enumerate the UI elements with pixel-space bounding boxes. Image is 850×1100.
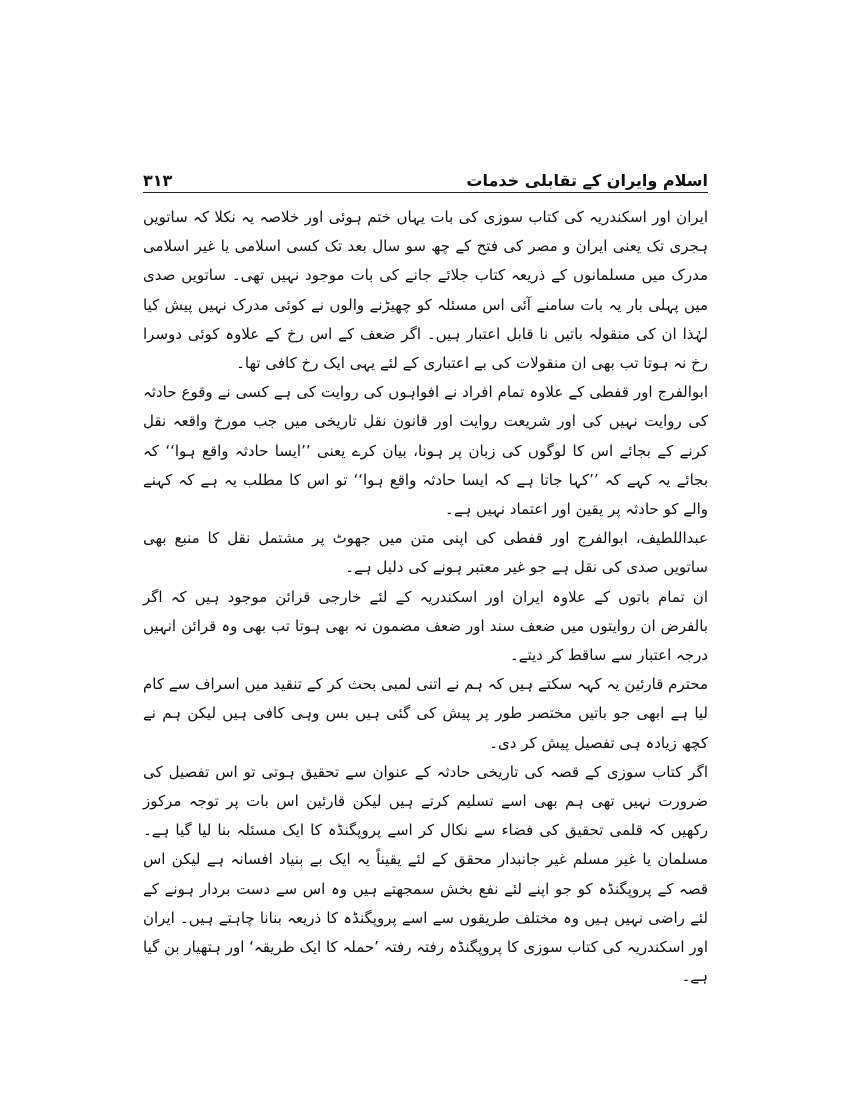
running-header (143, 164, 708, 190)
paragraph-2: ابوالفرج اور قفطی کے علاوہ تمام افراد نے افواہوں کی روایت کی ہے کسی نے وقوع حادثہ کی روایت نہیں کی اور شریعت روایت اور قانون نقل تاریخی میں جب مورخ واقعہ نقل کرنے کے بجائے اس کا لوگوں کی زبان پر ہونا، بیان کرے یعنی ’’ایسا حادثہ واقع ہوا‘‘ کہ بجائے یہ کہے کہ ’’کہا جاتا ہے کہ ایسا حادثہ واقع ہوا‘‘ تو اس کا مطلب یہ ہے کہ کہنے والے کو حادثہ پر یقین اور اعتماد نہیں ہے۔ (143, 383, 708, 519)
running-title: اسلام وایران کے تقابلی خدمات (466, 171, 708, 190)
page-number: ۳۱۳ (143, 171, 173, 190)
paragraph-6: اگر کتاب سوزی کے قصہ کی تاریخی حادثہ کے عنوان سے تحقیق ہوتی تو اس تفصیل کی ضرورت نہیں تھی ہم بھی اسے تسلیم کرتے ہیں لیکن قارئین اس بات پر توجہ مرکوز رکھیں کہ قلمی تحقیق کی فضاء سے نکال کر اسے پروپگنڈہ کا ایک مسئلہ بنا لیا گیا ہے۔ مسلمان یا غیر مسلم غیر جانبدار محقق کے لئے یقیناً یہ ایک بے بنیاد افسانہ ہے لیکن اس قصہ کے پروپگنڈہ کو جو اپنے لئے نفع بخش سمجھتے ہیں وہ اس سے دست بردار ہونے کے لئے راضی نہیں ہیں وہ مختلف طریقوں سے اسے پروپگنڈہ کا ذریعہ بنانا چاہتے ہیں۔ ایران اور اسکندریہ کی کتاب سوزی کا پروپگنڈہ رفتہ رفتہ ’حملہ کا ایک طریقہ‘ اور ہتھیار بن گیا ہے۔ (143, 762, 708, 986)
paragraph-4: ان تمام باتوں کے علاوہ ایران اور اسکندریہ کے لئے خارجی قرائن موجود ہیں کہ اگر بالفرض ان روایتوں میں ضعف سند اور ضعف مضمون نہ بھی ہوتا تب بھی وہ قرائن انہیں درجہ اعتبار سے ساقط کر دیتے۔ (143, 587, 708, 665)
paragraph-5: محترم قارئین یہ کہہ سکتے ہیں کہ ہم نے اتنی لمبی بحث کر کے تنقید میں اسراف سے کام لیا ہے ابھی جو باتیں مختصر طور پر پیش کی گئی ہیں بس وہی کافی ہیں لیکن ہم نے کچھ زیادہ ہی تفصیل پیش کر دی۔ (143, 675, 708, 752)
header-rule (143, 192, 708, 193)
paragraph-3: عبداللطیف، ابوالفرج اور قفطی کی اپنی متن میں جھوٹ پر مشتمل نقل کا منبع بھی ساتویں صدی کی نقل ہے جو غیر معتبر ہونے کی دلیل ہے۔ (143, 529, 708, 577)
paragraph-1: ایران اور اسکندریہ کی کتاب سوزی کی بات یہاں ختم ہوئی اور خلاصہ یہ نکلا کہ ساتویں ہجری تک یعنی ایران و مصر کی فتح کے چھ سو سال بعد تک کسی اسلامی یا غیر اسلامی مدرک میں مسلمانوں کے ذریعہ کتاب جلائے جانے کی بات موجود نہیں تھی۔ ساتویں صدی میں پہلی بار یہ بات سامنے آئی اس مسئلہ کو چھیڑنے والوں نے کوئی مدرک نہیں پیش کیا لہٰذا ان کی منقولہ باتیں نا قابل اعتبار ہیں۔ اگر ضعف کے اس رخ کے علاوہ کوئی دوسرا رخ نہ ہوتا تب بھی ان منقولات کی بے اعتباری کے لئے یہی ایک رخ کافی تھا۔ (143, 208, 708, 373)
body-text (143, 203, 708, 991)
